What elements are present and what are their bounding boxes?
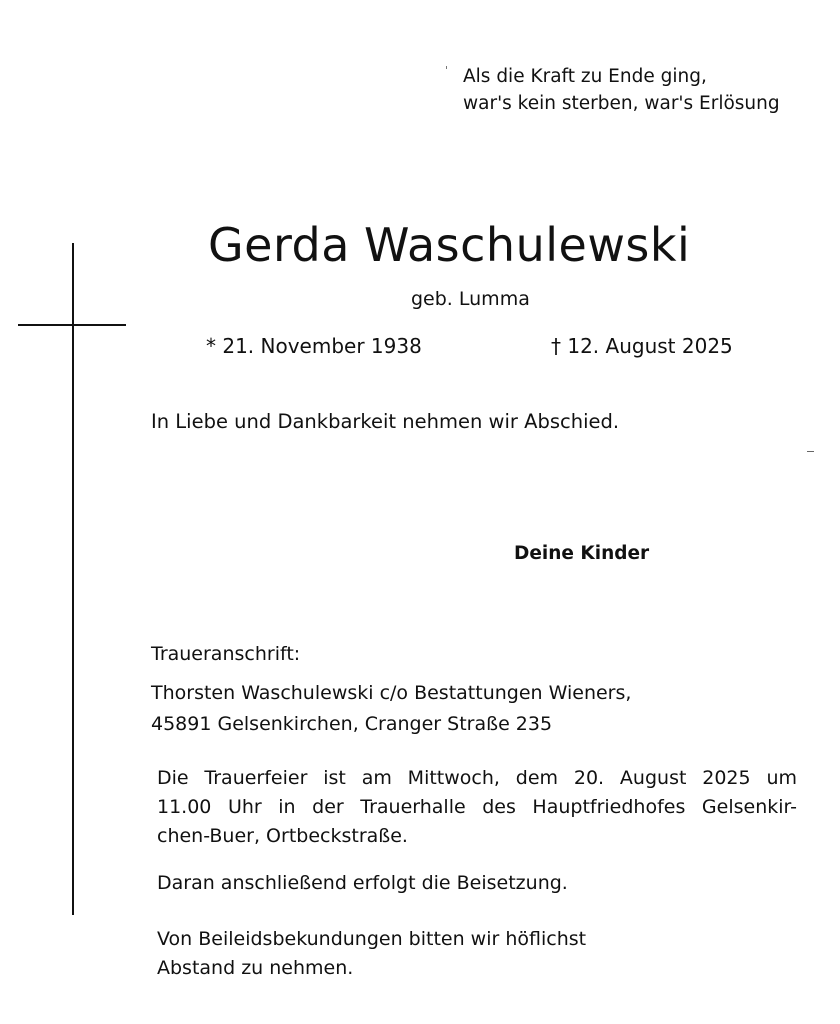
scan-speck xyxy=(446,66,447,69)
cross-icon-horizontal-bar xyxy=(18,324,126,326)
condolence-note xyxy=(157,925,586,983)
condolence-line: Abstand zu nehmen. xyxy=(157,957,354,979)
memorial-quote xyxy=(463,63,780,117)
quote-line: war's kein sterben, war's Erlösung xyxy=(463,93,780,114)
birth-date: * 21. November 1938 xyxy=(206,334,422,358)
burial-info: Daran anschließend erfolgt die Beisetzung. xyxy=(157,872,568,894)
first-name: Gerda xyxy=(208,218,350,272)
mourning-address xyxy=(151,678,631,740)
signoff: Deine Kinder xyxy=(514,543,650,564)
birth-name: geb. Lumma xyxy=(411,288,530,310)
address-label: Traueranschrift: xyxy=(151,643,301,665)
address-line: 45891 Gelsenkirchen, Cranger Straße 235 xyxy=(151,713,553,735)
death-date: † 12. August 2025 xyxy=(551,334,733,358)
funeral-service-info xyxy=(157,764,797,851)
service-line: Die Trauerfeier ist am Mittwoch, dem 20. August 2025 um xyxy=(157,767,797,789)
scan-speck xyxy=(807,451,814,452)
address-line: Thorsten Waschulewski c/o Bestattungen Wieners, xyxy=(151,682,632,704)
condolence-line: Von Beileidsbekundungen bitten wir höflichst xyxy=(157,928,587,950)
quote-line: Als die Kraft zu Ende ging, xyxy=(463,66,707,87)
last-name: Waschulewski xyxy=(363,218,691,272)
service-line: 11.00 Uhr in der Trauerhalle des Hauptfriedhofes Gelsenkir- xyxy=(157,796,797,818)
deceased-name xyxy=(208,215,690,275)
cross-icon-vertical-bar xyxy=(72,243,74,915)
farewell-text: In Liebe und Dankbarkeit nehmen wir Abschied. xyxy=(151,410,620,433)
service-line: chen-Buer, Ortbeckstraße. xyxy=(157,825,408,847)
